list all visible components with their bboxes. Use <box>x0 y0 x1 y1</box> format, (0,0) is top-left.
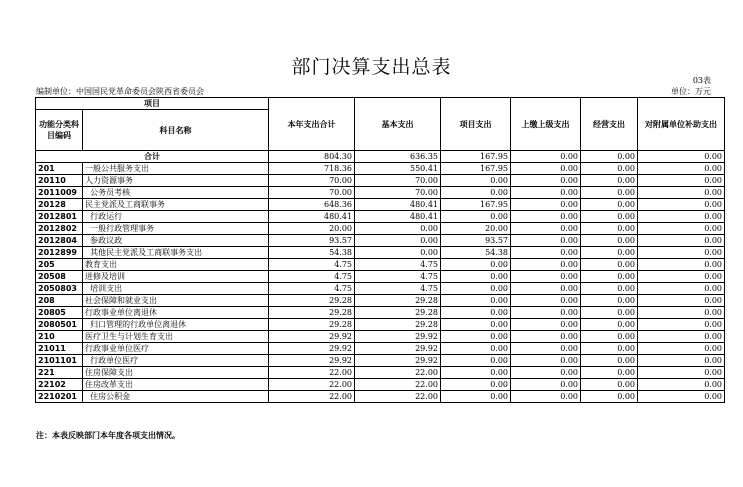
row-value: 0.00 <box>638 283 725 295</box>
table-row <box>36 247 725 259</box>
row-value: 480.41 <box>355 211 441 223</box>
col-business-header: 经营支出 <box>581 98 638 151</box>
row-name: 归口管理的行政单位离退休 <box>83 319 269 331</box>
row-value: 167.95 <box>441 199 511 211</box>
row-value: 0.00 <box>441 379 511 391</box>
row-value: 0.00 <box>581 379 638 391</box>
table-row <box>36 295 725 307</box>
row-value: 0.00 <box>638 367 725 379</box>
row-value: 0.00 <box>441 391 511 403</box>
row-value: 0.00 <box>638 235 725 247</box>
row-value: 0.00 <box>441 331 511 343</box>
row-code: 221 <box>36 367 83 379</box>
row-name: 参政议政 <box>83 235 269 247</box>
row-code: 21011 <box>36 343 83 355</box>
row-value: 0.00 <box>581 223 638 235</box>
total-value: 804.30 <box>269 151 355 163</box>
row-value: 0.00 <box>441 187 511 199</box>
total-label: 合计 <box>36 151 269 163</box>
row-value: 0.00 <box>581 211 638 223</box>
table-code: 03表 <box>692 76 711 85</box>
row-value: 0.00 <box>638 355 725 367</box>
table-row <box>36 307 725 319</box>
row-value: 718.36 <box>269 163 355 175</box>
row-value: 0.00 <box>638 247 725 259</box>
compiling-unit: 编制单位：中国国民党革命委员会陕西省委员会 <box>36 87 204 96</box>
row-value: 4.75 <box>269 259 355 271</box>
row-name: 行政事业单位医疗 <box>83 343 269 355</box>
row-code: 205 <box>36 259 83 271</box>
row-value: 0.00 <box>511 211 581 223</box>
row-value: 0.00 <box>355 223 441 235</box>
row-value: 0.00 <box>441 355 511 367</box>
footnote: 注：本表反映部门本年度各项支出情况。 <box>36 431 180 440</box>
total-row <box>36 151 725 163</box>
row-value: 0.00 <box>581 343 638 355</box>
row-code: 208 <box>36 295 83 307</box>
row-value: 70.00 <box>355 187 441 199</box>
col-basic-header: 基本支出 <box>355 98 441 151</box>
table-row <box>36 355 725 367</box>
row-value: 0.00 <box>511 199 581 211</box>
row-value: 0.00 <box>581 259 638 271</box>
row-code: 20128 <box>36 199 83 211</box>
table-row <box>36 223 725 235</box>
table-row <box>36 379 725 391</box>
row-value: 0.00 <box>511 331 581 343</box>
row-code: 2080501 <box>36 319 83 331</box>
row-code: 201 <box>36 163 83 175</box>
row-code: 2012802 <box>36 223 83 235</box>
row-value: 550.41 <box>355 163 441 175</box>
row-code: 20508 <box>36 271 83 283</box>
row-value: 22.00 <box>355 379 441 391</box>
row-value: 0.00 <box>638 319 725 331</box>
table-row <box>36 271 725 283</box>
table-row <box>36 343 725 355</box>
row-value: 29.92 <box>355 343 441 355</box>
table-row <box>36 367 725 379</box>
col-subsidy-header: 对附属单位补助支出 <box>638 98 725 151</box>
row-value: 0.00 <box>638 307 725 319</box>
row-value: 0.00 <box>581 367 638 379</box>
row-value: 29.92 <box>355 331 441 343</box>
row-value: 29.28 <box>355 319 441 331</box>
row-value: 0.00 <box>511 295 581 307</box>
row-value: 29.28 <box>355 295 441 307</box>
row-value: 0.00 <box>511 259 581 271</box>
row-value: 0.00 <box>638 259 725 271</box>
row-value: 0.00 <box>355 235 441 247</box>
row-value: 0.00 <box>441 175 511 187</box>
row-value: 0.00 <box>638 331 725 343</box>
row-value: 22.00 <box>269 379 355 391</box>
row-value: 29.28 <box>269 295 355 307</box>
row-code: 22102 <box>36 379 83 391</box>
row-value: 0.00 <box>511 247 581 259</box>
row-value: 0.00 <box>638 391 725 403</box>
row-value: 0.00 <box>441 271 511 283</box>
row-value: 0.00 <box>638 187 725 199</box>
row-value: 0.00 <box>511 175 581 187</box>
row-value: 0.00 <box>355 247 441 259</box>
row-value: 0.00 <box>581 271 638 283</box>
row-value: 0.00 <box>638 223 725 235</box>
row-value: 20.00 <box>441 223 511 235</box>
row-value: 0.00 <box>638 175 725 187</box>
row-value: 0.00 <box>581 247 638 259</box>
row-value: 0.00 <box>581 331 638 343</box>
table-row <box>36 283 725 295</box>
row-value: 0.00 <box>581 175 638 187</box>
table-row <box>36 199 725 211</box>
row-name: 培训支出 <box>83 283 269 295</box>
table-row <box>36 391 725 403</box>
table-row <box>36 331 725 343</box>
row-value: 29.28 <box>355 307 441 319</box>
row-value: 0.00 <box>441 259 511 271</box>
row-name: 行政单位医疗 <box>83 355 269 367</box>
row-value: 93.57 <box>441 235 511 247</box>
row-name: 社会保障和就业支出 <box>83 295 269 307</box>
row-value: 0.00 <box>638 199 725 211</box>
total-value: 0.00 <box>581 151 638 163</box>
row-code: 20805 <box>36 307 83 319</box>
row-value: 4.75 <box>355 271 441 283</box>
row-value: 0.00 <box>638 379 725 391</box>
table-row <box>36 163 725 175</box>
row-name: 住房保障支出 <box>83 367 269 379</box>
row-value: 22.00 <box>269 367 355 379</box>
row-code: 20110 <box>36 175 83 187</box>
col-total-header: 本年支出合计 <box>269 98 355 151</box>
row-value: 0.00 <box>441 367 511 379</box>
row-value: 0.00 <box>581 355 638 367</box>
table-row <box>36 187 725 199</box>
row-value: 648.36 <box>269 199 355 211</box>
row-value: 0.00 <box>511 235 581 247</box>
row-value: 29.28 <box>269 307 355 319</box>
row-name: 教育支出 <box>83 259 269 271</box>
row-value: 0.00 <box>441 283 511 295</box>
row-value: 70.00 <box>269 187 355 199</box>
row-value: 20.00 <box>269 223 355 235</box>
row-name: 一般行政管理事务 <box>83 223 269 235</box>
table-row <box>36 211 725 223</box>
row-value: 480.41 <box>355 199 441 211</box>
row-value: 0.00 <box>441 307 511 319</box>
total-value: 0.00 <box>511 151 581 163</box>
row-value: 22.00 <box>355 367 441 379</box>
total-value: 167.95 <box>441 151 511 163</box>
row-value: 0.00 <box>511 271 581 283</box>
row-value: 0.00 <box>638 163 725 175</box>
row-value: 0.00 <box>511 379 581 391</box>
row-value: 0.00 <box>511 307 581 319</box>
table-row <box>36 175 725 187</box>
row-value: 0.00 <box>511 283 581 295</box>
row-code: 2012899 <box>36 247 83 259</box>
col-project-header: 项目支出 <box>441 98 511 151</box>
row-value: 0.00 <box>511 391 581 403</box>
row-value: 0.00 <box>511 223 581 235</box>
row-value: 0.00 <box>441 211 511 223</box>
row-name: 行政事业单位离退休 <box>83 307 269 319</box>
col-code-header: 功能分类科目编码 <box>36 110 83 151</box>
row-value: 0.00 <box>581 307 638 319</box>
row-value: 29.92 <box>269 355 355 367</box>
row-value: 0.00 <box>581 391 638 403</box>
table-row <box>36 235 725 247</box>
row-value: 0.00 <box>511 163 581 175</box>
row-value: 4.75 <box>355 283 441 295</box>
total-value: 0.00 <box>638 151 725 163</box>
money-unit: 单位：万元 <box>671 87 711 96</box>
row-code: 2101101 <box>36 355 83 367</box>
row-value: 93.57 <box>269 235 355 247</box>
row-value: 29.28 <box>269 319 355 331</box>
page-title: 部门决算支出总表 <box>291 56 452 78</box>
row-name: 民主党派及工商联事务 <box>83 199 269 211</box>
row-value: 22.00 <box>355 391 441 403</box>
row-value: 70.00 <box>355 175 441 187</box>
row-value: 4.75 <box>355 259 441 271</box>
total-value: 636.35 <box>355 151 441 163</box>
row-value: 70.00 <box>269 175 355 187</box>
row-value: 0.00 <box>511 367 581 379</box>
row-value: 0.00 <box>511 319 581 331</box>
row-value: 0.00 <box>638 271 725 283</box>
row-name: 医疗卫生与计划生育支出 <box>83 331 269 343</box>
row-name: 住房公积金 <box>83 391 269 403</box>
row-name: 行政运行 <box>83 211 269 223</box>
row-value: 0.00 <box>511 355 581 367</box>
row-value: 0.00 <box>441 343 511 355</box>
row-value: 29.92 <box>269 343 355 355</box>
row-value: 0.00 <box>511 343 581 355</box>
table-row <box>36 259 725 271</box>
row-code: 2012801 <box>36 211 83 223</box>
row-name: 住房改革支出 <box>83 379 269 391</box>
row-value: 0.00 <box>581 187 638 199</box>
row-value: 0.00 <box>581 295 638 307</box>
row-name: 其他民主党派及工商联事务支出 <box>83 247 269 259</box>
row-code: 210 <box>36 331 83 343</box>
group-header: 项目 <box>36 98 269 110</box>
col-name-header: 科目名称 <box>83 110 269 151</box>
row-value: 167.95 <box>441 163 511 175</box>
row-code: 2210201 <box>36 391 83 403</box>
row-name: 人力资源事务 <box>83 175 269 187</box>
row-value: 4.75 <box>269 283 355 295</box>
row-value: 4.75 <box>269 271 355 283</box>
row-value: 0.00 <box>638 343 725 355</box>
row-value: 22.00 <box>269 391 355 403</box>
row-code: 2050803 <box>36 283 83 295</box>
row-value: 54.38 <box>269 247 355 259</box>
table-row <box>36 319 725 331</box>
row-code: 2011009 <box>36 187 83 199</box>
row-value: 0.00 <box>511 187 581 199</box>
row-value: 0.00 <box>581 319 638 331</box>
row-name: 一般公共服务支出 <box>83 163 269 175</box>
row-value: 0.00 <box>441 295 511 307</box>
row-name: 公务员考核 <box>83 187 269 199</box>
row-value: 29.92 <box>269 331 355 343</box>
row-value: 0.00 <box>581 283 638 295</box>
expenditure-table <box>35 97 725 403</box>
row-code: 2012804 <box>36 235 83 247</box>
col-upper-header: 上缴上级支出 <box>511 98 581 151</box>
row-value: 29.92 <box>355 355 441 367</box>
row-value: 0.00 <box>581 235 638 247</box>
row-value: 0.00 <box>441 319 511 331</box>
row-value: 0.00 <box>638 295 725 307</box>
row-value: 480.41 <box>269 211 355 223</box>
row-value: 0.00 <box>581 199 638 211</box>
row-name: 进修及培训 <box>83 271 269 283</box>
row-value: 0.00 <box>581 163 638 175</box>
row-value: 54.38 <box>441 247 511 259</box>
row-value: 0.00 <box>638 211 725 223</box>
